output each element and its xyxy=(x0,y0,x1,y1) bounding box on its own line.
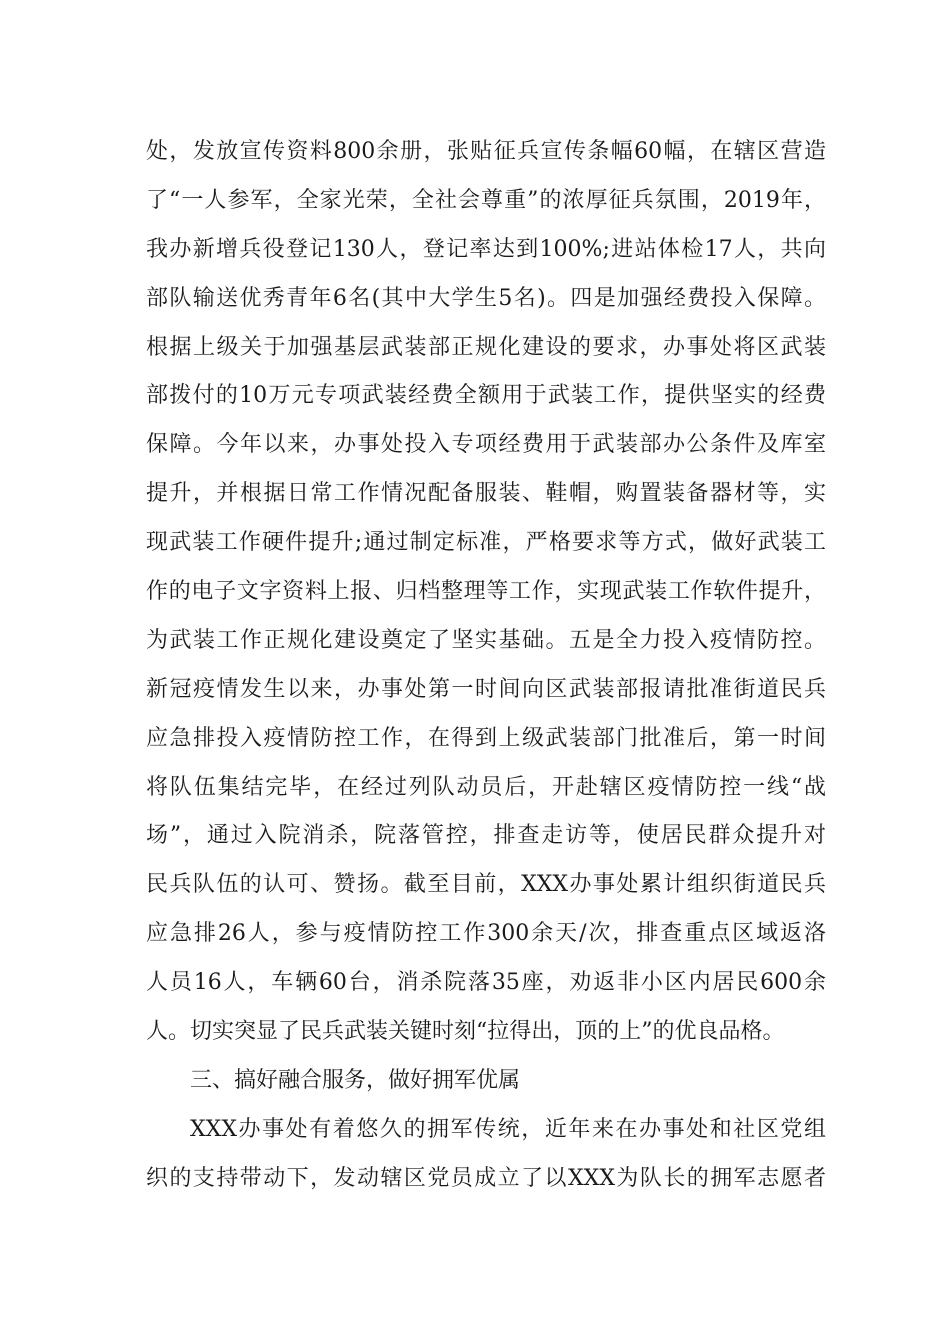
text-line: 作的电子文字资料上报、归档整理等工作，实现武装工作软件提升， xyxy=(146,579,826,605)
text-line: 应急排26人，参与疫情防控工作300余天/次，排查重点区域返洛 xyxy=(146,921,826,947)
text-line: 民兵队伍的认可、赞扬。截至目前，XXX办事处累计组织街道民兵 xyxy=(146,872,826,898)
text-line: 应急排投入疫情防控工作，在得到上级武装部门批准后，第一时间 xyxy=(146,725,826,751)
text-line: 我办新增兵役登记130人，登记率达到100%;进站体检17人，共向 xyxy=(146,236,826,262)
text-line: 场”，通过入院消杀，院落管控，排查走访等，使居民群众提升对 xyxy=(146,823,826,849)
text-line: 将队伍集结完毕，在经过列队动员后，开赴辖区疫情防控一线“战 xyxy=(146,774,826,800)
text-line: 根据上级关于加强基层武装部正规化建设的要求，办事处将区武装 xyxy=(146,334,826,360)
text-line: XXX办事处有着悠久的拥军传统，近年来在办事处和社区党组 xyxy=(190,1116,826,1142)
text-line: 提升，并根据日常工作情况配备服装、鞋帽，购置装备器材等，实 xyxy=(146,481,826,507)
text-line: 部队输送优秀青年6名(其中大学生5名)。四是加强经费投入保障。 xyxy=(146,285,826,311)
text-line: 为武装工作正规化建设奠定了坚实基础。五是全力投入疫情防控。 xyxy=(146,627,826,653)
text-line: 部拨付的10万元专项武装经费全额用于武装工作，提供坚实的经费 xyxy=(146,383,826,409)
text-line: 人。切实突显了民兵武装关键时刻“拉得出，顶的上”的优良品格。 xyxy=(146,1019,785,1045)
text-line: 处，发放宣传资料800余册，张贴征兵宣传条幅60幅，在辖区营造 xyxy=(146,139,826,164)
body-text xyxy=(146,132,826,1208)
text-line: 织的支持带动下，发动辖区党员成立了以XXX为队长的拥军志愿者 xyxy=(146,1165,826,1191)
text-line: 了“一人参军，全家光荣，全社会尊重”的浓厚征兵氛围，2019年， xyxy=(146,187,827,213)
section-heading: 三、搞好融合服务，做好拥军优属 xyxy=(190,1067,521,1093)
text-line: 保障。今年以来，办事处投入专项经费用于武装部办公条件及库室 xyxy=(146,432,826,458)
text-line: 现武装工作硬件提升;通过制定标准，严格要求等方式，做好武装工 xyxy=(146,530,826,556)
text-line: 新冠疫情发生以来，办事处第一时间向区武装部报请批准街道民兵 xyxy=(146,676,826,702)
text-line: 人员16人，车辆60台，消杀院落35座，劝返非小区内居民600余 xyxy=(146,970,826,996)
